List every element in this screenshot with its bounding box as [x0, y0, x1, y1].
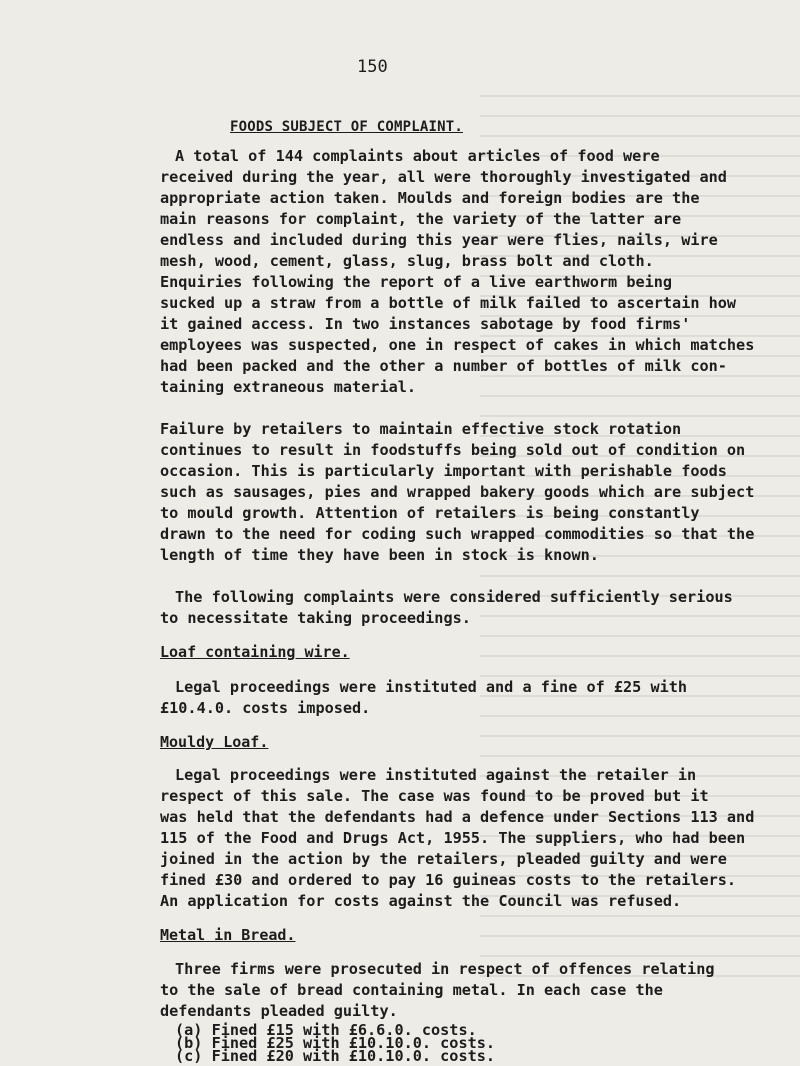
text-line: drawn to the need for coding such wrapped commodities so that the [160, 525, 755, 543]
text-line: fined £30 and ordered to pay 16 guineas costs to the retailers. [160, 871, 737, 889]
text-line: taining extraneous material. [160, 378, 417, 396]
text-line: to the sale of bread containing metal. In each case the [160, 981, 663, 999]
list-item: (a) Fined £15 with £6.6.0. costs. [175, 1021, 477, 1039]
text-line: defendants pleaded guilty. [160, 1002, 398, 1020]
text-line: was held that the defendants had a defence under Sections 113 and [160, 808, 755, 826]
text-line: mesh, wood, cement, glass, slug, brass bolt and cloth. [160, 252, 654, 270]
text-line: Legal proceedings were instituted against the retailer in [175, 766, 697, 784]
text-line: occasion. This is particularly important with perishable foods [160, 462, 727, 480]
text-line: such as sausages, pies and wrapped bakery goods which are subject [160, 483, 755, 501]
text-line: appropriate action taken. Moulds and foreign bodies are the [160, 189, 700, 207]
text-line: continues to result in foodstuffs being sold out of condition on [160, 441, 746, 459]
text-line: length of time they have been in stock is known. [160, 546, 599, 564]
subheading-mouldy-loaf: Mouldy Loaf. [160, 733, 269, 751]
text-line: respect of this sale. The case was found to be proved but it [160, 787, 709, 805]
text-line: received during the year, all were thoroughly investigated and [160, 168, 727, 186]
text-line: 115 of the Food and Drugs Act, 1955. The suppliers, who had been [160, 829, 746, 847]
text-line: it gained access. In two instances sabotage by food firms' [160, 315, 691, 333]
list-item: (b) Fined £25 with £10.10.0. costs. [175, 1034, 496, 1052]
text-line: to necessitate taking proceedings. [160, 609, 471, 627]
text-line: sucked up a straw from a bottle of milk failed to ascertain how [160, 294, 737, 312]
subheading-loaf-wire: Loaf containing wire. [160, 643, 350, 661]
section-heading: FOODS SUBJECT OF COMPLAINT. [230, 119, 463, 135]
text-line: Enquiries following the report of a live earthworm being [160, 273, 673, 291]
text-line: to mould growth. Attention of retailers is being constantly [160, 504, 700, 522]
subheading-metal-bread: Metal in Bread. [160, 926, 296, 944]
text-line: joined in the action by the retailers, pleaded guilty and were [160, 850, 727, 868]
list-item: (c) Fined £20 with £10.10.0. costs. [175, 1047, 496, 1065]
text-line: A total of 144 complaints about articles of food were [175, 147, 660, 165]
text-line: Three firms were prosecuted in respect of offences relating [175, 960, 715, 978]
text-line: An application for costs against the Council was refused. [160, 892, 682, 910]
text-line: main reasons for complaint, the variety of the latter are [160, 210, 682, 228]
text-line: employees was suspected, one in respect of cakes in which matches [160, 336, 755, 354]
text-line: The following complaints were considered sufficiently serious [175, 588, 733, 606]
text-line: Legal proceedings were instituted and a fine of £25 with [175, 678, 688, 696]
text-line: £10.4.0. costs imposed. [160, 699, 371, 717]
page-number: 150 [357, 57, 388, 77]
text-line: had been packed and the other a number of bottles of milk con- [160, 357, 727, 375]
text-line: Failure by retailers to maintain effective stock rotation [160, 420, 682, 438]
text-line: endless and included during this year were flies, nails, wire [160, 231, 718, 249]
